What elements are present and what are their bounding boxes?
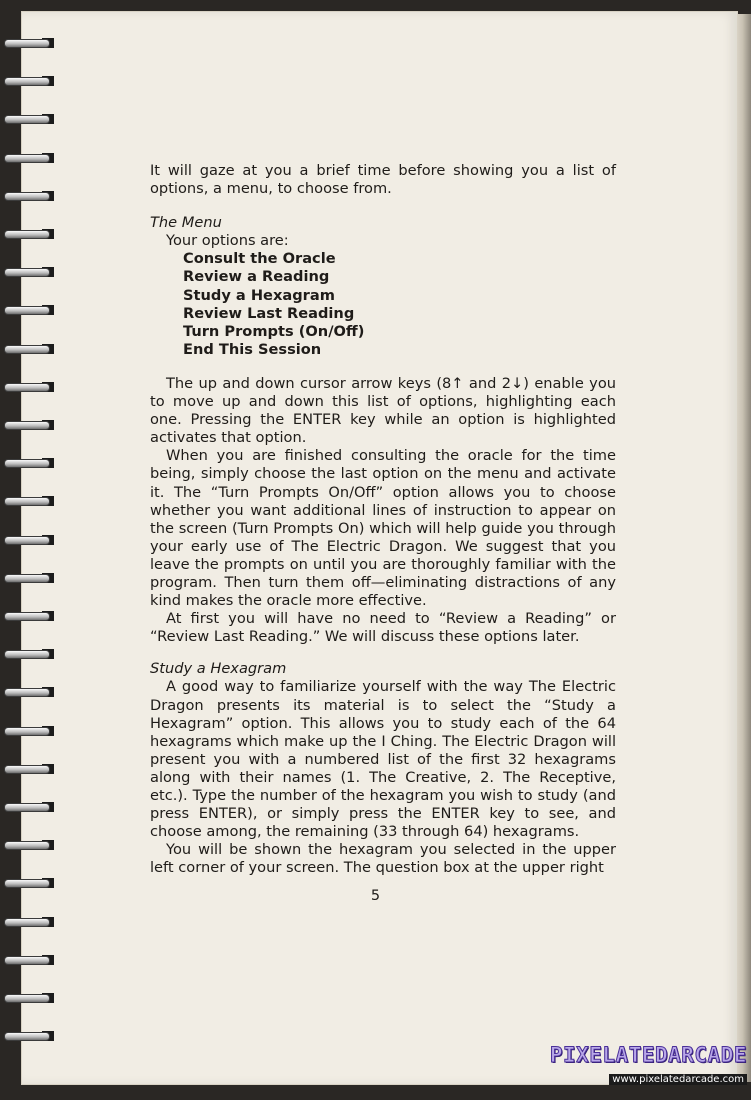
binding-ring (4, 991, 56, 1005)
menu-option: Turn Prompts (On/Off) (183, 322, 365, 340)
menu-options-list (183, 250, 616, 359)
binding-ring (4, 112, 56, 126)
binding-ring (4, 342, 56, 356)
study-heading: Study a Hexagram (150, 660, 287, 678)
menu-intro: Your options are: (166, 232, 289, 250)
binding-ring (4, 762, 56, 776)
page-edge (737, 14, 751, 1082)
binding-ring (4, 647, 56, 661)
intro-paragraph: It will gaze at you a brief time before showing you a list of options, a menu, to choose from. (150, 162, 616, 198)
binding-ring (4, 418, 56, 432)
turn-prompts-paragraph: When you are finished consulting the oracle for the time being, simply choose the last option on the menu and activate it. The “Turn Prompts On/Off” option allows you to choose whether you want additional lines of instruction to appear on the screen (Turn Prompts On) which will help guide you through your early use of The Electric Dragon. We suggest that you leave the prompts on until you are thoroughly familiar with the program. Then turn them off—eliminating distractions of any kind makes the oracle more effective. (150, 447, 616, 610)
binding-ring (4, 380, 56, 394)
binding-ring (4, 456, 56, 470)
binding-ring (4, 953, 56, 967)
cursor-keys-paragraph: The up and down cursor arrow keys (8↑ and 2↓) enable you to move up and down this list of options, highlighting each one. Pressing the ENTER key while an option is highlighted activates that option. (150, 374, 616, 447)
binding-ring (4, 533, 56, 547)
binding-ring (4, 685, 56, 699)
watermark-url: www.pixelatedarcade.com (609, 1074, 747, 1085)
menu-heading: The Menu (150, 214, 222, 232)
binding-ring (4, 227, 56, 241)
review-paragraph: At first you will have no need to “Review a Reading” or “Review Last Reading.” We will discuss these options later. (150, 610, 616, 646)
binding-ring (4, 151, 56, 165)
watermark (550, 1043, 747, 1086)
binding-ring (4, 74, 56, 88)
watermark-brand: PIXELATEDARCADE (549, 1043, 747, 1067)
binding-ring (4, 915, 56, 929)
page-body (150, 162, 616, 877)
binding-ring (4, 1029, 56, 1043)
binding-ring (4, 303, 56, 317)
menu-option: Consult the Oracle (183, 250, 336, 268)
binding-ring (4, 36, 56, 50)
menu-option: Review a Reading (183, 268, 330, 286)
binding-ring (4, 609, 56, 623)
binding-ring (4, 265, 56, 279)
binding-ring (4, 838, 56, 852)
binding-ring (4, 800, 56, 814)
spiral-binding (0, 0, 60, 1100)
study-paragraph: A good way to familiarize yourself with the way The Electric Dragon presents its material is to select the “Study a Hexagram” option. This allows you to study each of the 64 hexagrams which make up the I Ching. The Electric Dragon will present you with a numbered list of the first 32 hexagrams along with their names (1. The Creative, 2. The Receptive, etc.). Type the number of the hexagram you wish to study (and press ENTER), or simply press the ENTER key to see, and choose among, the remaining (33 through 64) hexagrams. (150, 678, 616, 841)
binding-ring (4, 571, 56, 585)
binding-ring (4, 189, 56, 203)
binding-ring (4, 724, 56, 738)
menu-option: End This Session (183, 340, 322, 358)
binding-ring (4, 494, 56, 508)
menu-option: Study a Hexagram (183, 286, 335, 304)
menu-option: Review Last Reading (183, 304, 355, 322)
hexagram-display-paragraph: You will be shown the hexagram you selected in the upper left corner of your screen. The question box at the upper right (150, 841, 616, 877)
page-number: 5 (370, 888, 381, 904)
